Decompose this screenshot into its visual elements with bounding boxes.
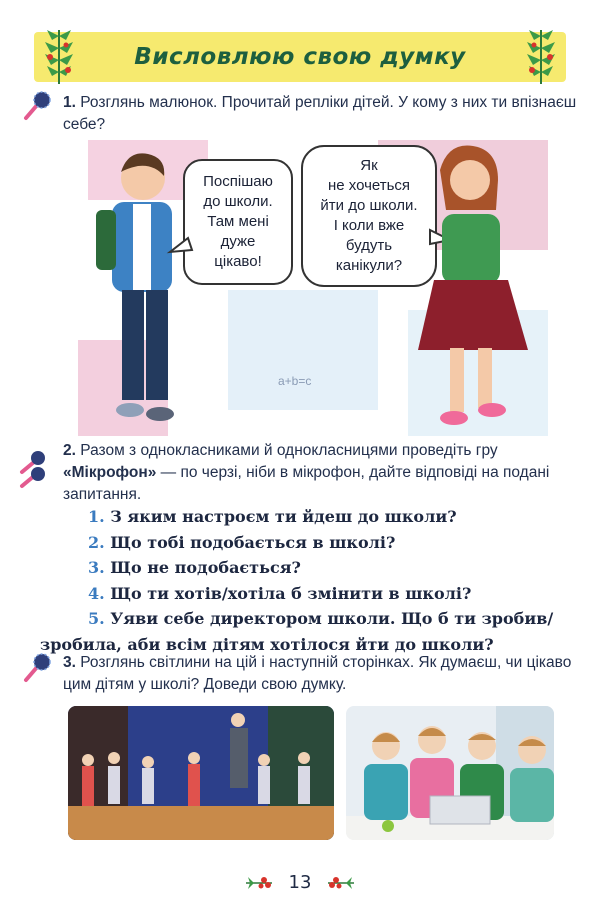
- berry-ornament-icon: [324, 874, 358, 892]
- children-illustration: [78, 140, 548, 436]
- question-item: [40, 530, 566, 556]
- page-footer: [0, 872, 600, 893]
- board-text: a+b=c: [278, 374, 312, 388]
- question-list: [40, 504, 566, 657]
- task-3: [18, 652, 580, 698]
- question-number: 2.: [88, 532, 105, 552]
- question-number: 3.: [88, 558, 105, 577]
- task-3-body: Розглянь світлини на цій і наступній сторінках. Як думаєш, чи цікаво цим дітям у школі? Доведи свою думку.: [63, 654, 572, 693]
- question-text: Що тобі подобається в школі?: [110, 532, 396, 552]
- task-2-text: [63, 440, 580, 506]
- bubble-boy-line: Поспішаю: [203, 173, 273, 190]
- question-number: 1.: [88, 507, 105, 526]
- task-2-intro: Разом з однокласниками й однокласницями проведіть гру: [80, 442, 498, 459]
- question-text: З яким настроєм ти йдеш до школи?: [110, 507, 457, 526]
- task-1-body: Розглянь малюнок. Прочитай репліки дітей. У кому з них ти впізнаєш себе?: [63, 94, 577, 133]
- question-item: [40, 581, 566, 607]
- question-item: [40, 606, 566, 632]
- task-1-text: [63, 92, 580, 136]
- bubble-girl-line: не хочеться: [327, 177, 411, 194]
- section-banner: [34, 32, 566, 82]
- task-2-rest: — по черзі, ніби в мікрофон, дайте відповіді на подані запитання.: [63, 464, 550, 503]
- task-2: [18, 440, 580, 504]
- berry-ornament-icon: [242, 874, 276, 892]
- speech-bubble-girl: [302, 146, 450, 286]
- bubble-boy-line: дуже: [220, 233, 256, 250]
- question-number: 4.: [88, 583, 105, 603]
- microphone-icon: [20, 88, 54, 122]
- photo-kids-laptop: [346, 706, 554, 840]
- leaf-sprig-icon: [42, 26, 76, 86]
- page-number: 13: [288, 872, 312, 893]
- task-1: [18, 92, 580, 136]
- microphone-icon: [16, 446, 56, 490]
- question-item: [40, 504, 566, 530]
- task-2-number: 2.: [63, 442, 76, 459]
- leaf-sprig-icon: [524, 26, 558, 86]
- bubble-girl-line: канікули?: [335, 257, 403, 274]
- question-item: [40, 555, 566, 581]
- bubble-boy-line: цікаво!: [214, 253, 262, 270]
- task-3-number: 3.: [63, 654, 76, 671]
- bubble-girl-line: І коли вже: [333, 217, 405, 234]
- bubble-boy-line: Там мені: [207, 213, 269, 230]
- question-text: Що не подобається?: [110, 558, 301, 577]
- game-name: «Мікрофон»: [63, 464, 157, 481]
- bubble-girl-line: Як: [360, 157, 378, 174]
- question-text: Що ти хотів/хотіла б змінити в школі?: [110, 583, 472, 603]
- section-title: Висловлюю свою думку: [134, 44, 466, 70]
- bubble-girl-line: йти до школи.: [320, 197, 418, 214]
- question-continuation: зробила, аби всім дітям хотілося йти до школи?: [40, 634, 494, 654]
- question-text: Уяви себе директором школи. Що б ти зробив/: [110, 609, 554, 628]
- task-1-number: 1.: [63, 94, 76, 111]
- question-number: 5.: [88, 609, 105, 628]
- bubble-boy-line: до школи.: [203, 193, 273, 210]
- microphone-icon: [20, 650, 54, 684]
- photo-gym-class: [68, 706, 334, 840]
- task-3-text: [63, 652, 580, 696]
- bubble-girl-line: будуть: [345, 237, 393, 254]
- speech-bubble-boy: [170, 160, 292, 284]
